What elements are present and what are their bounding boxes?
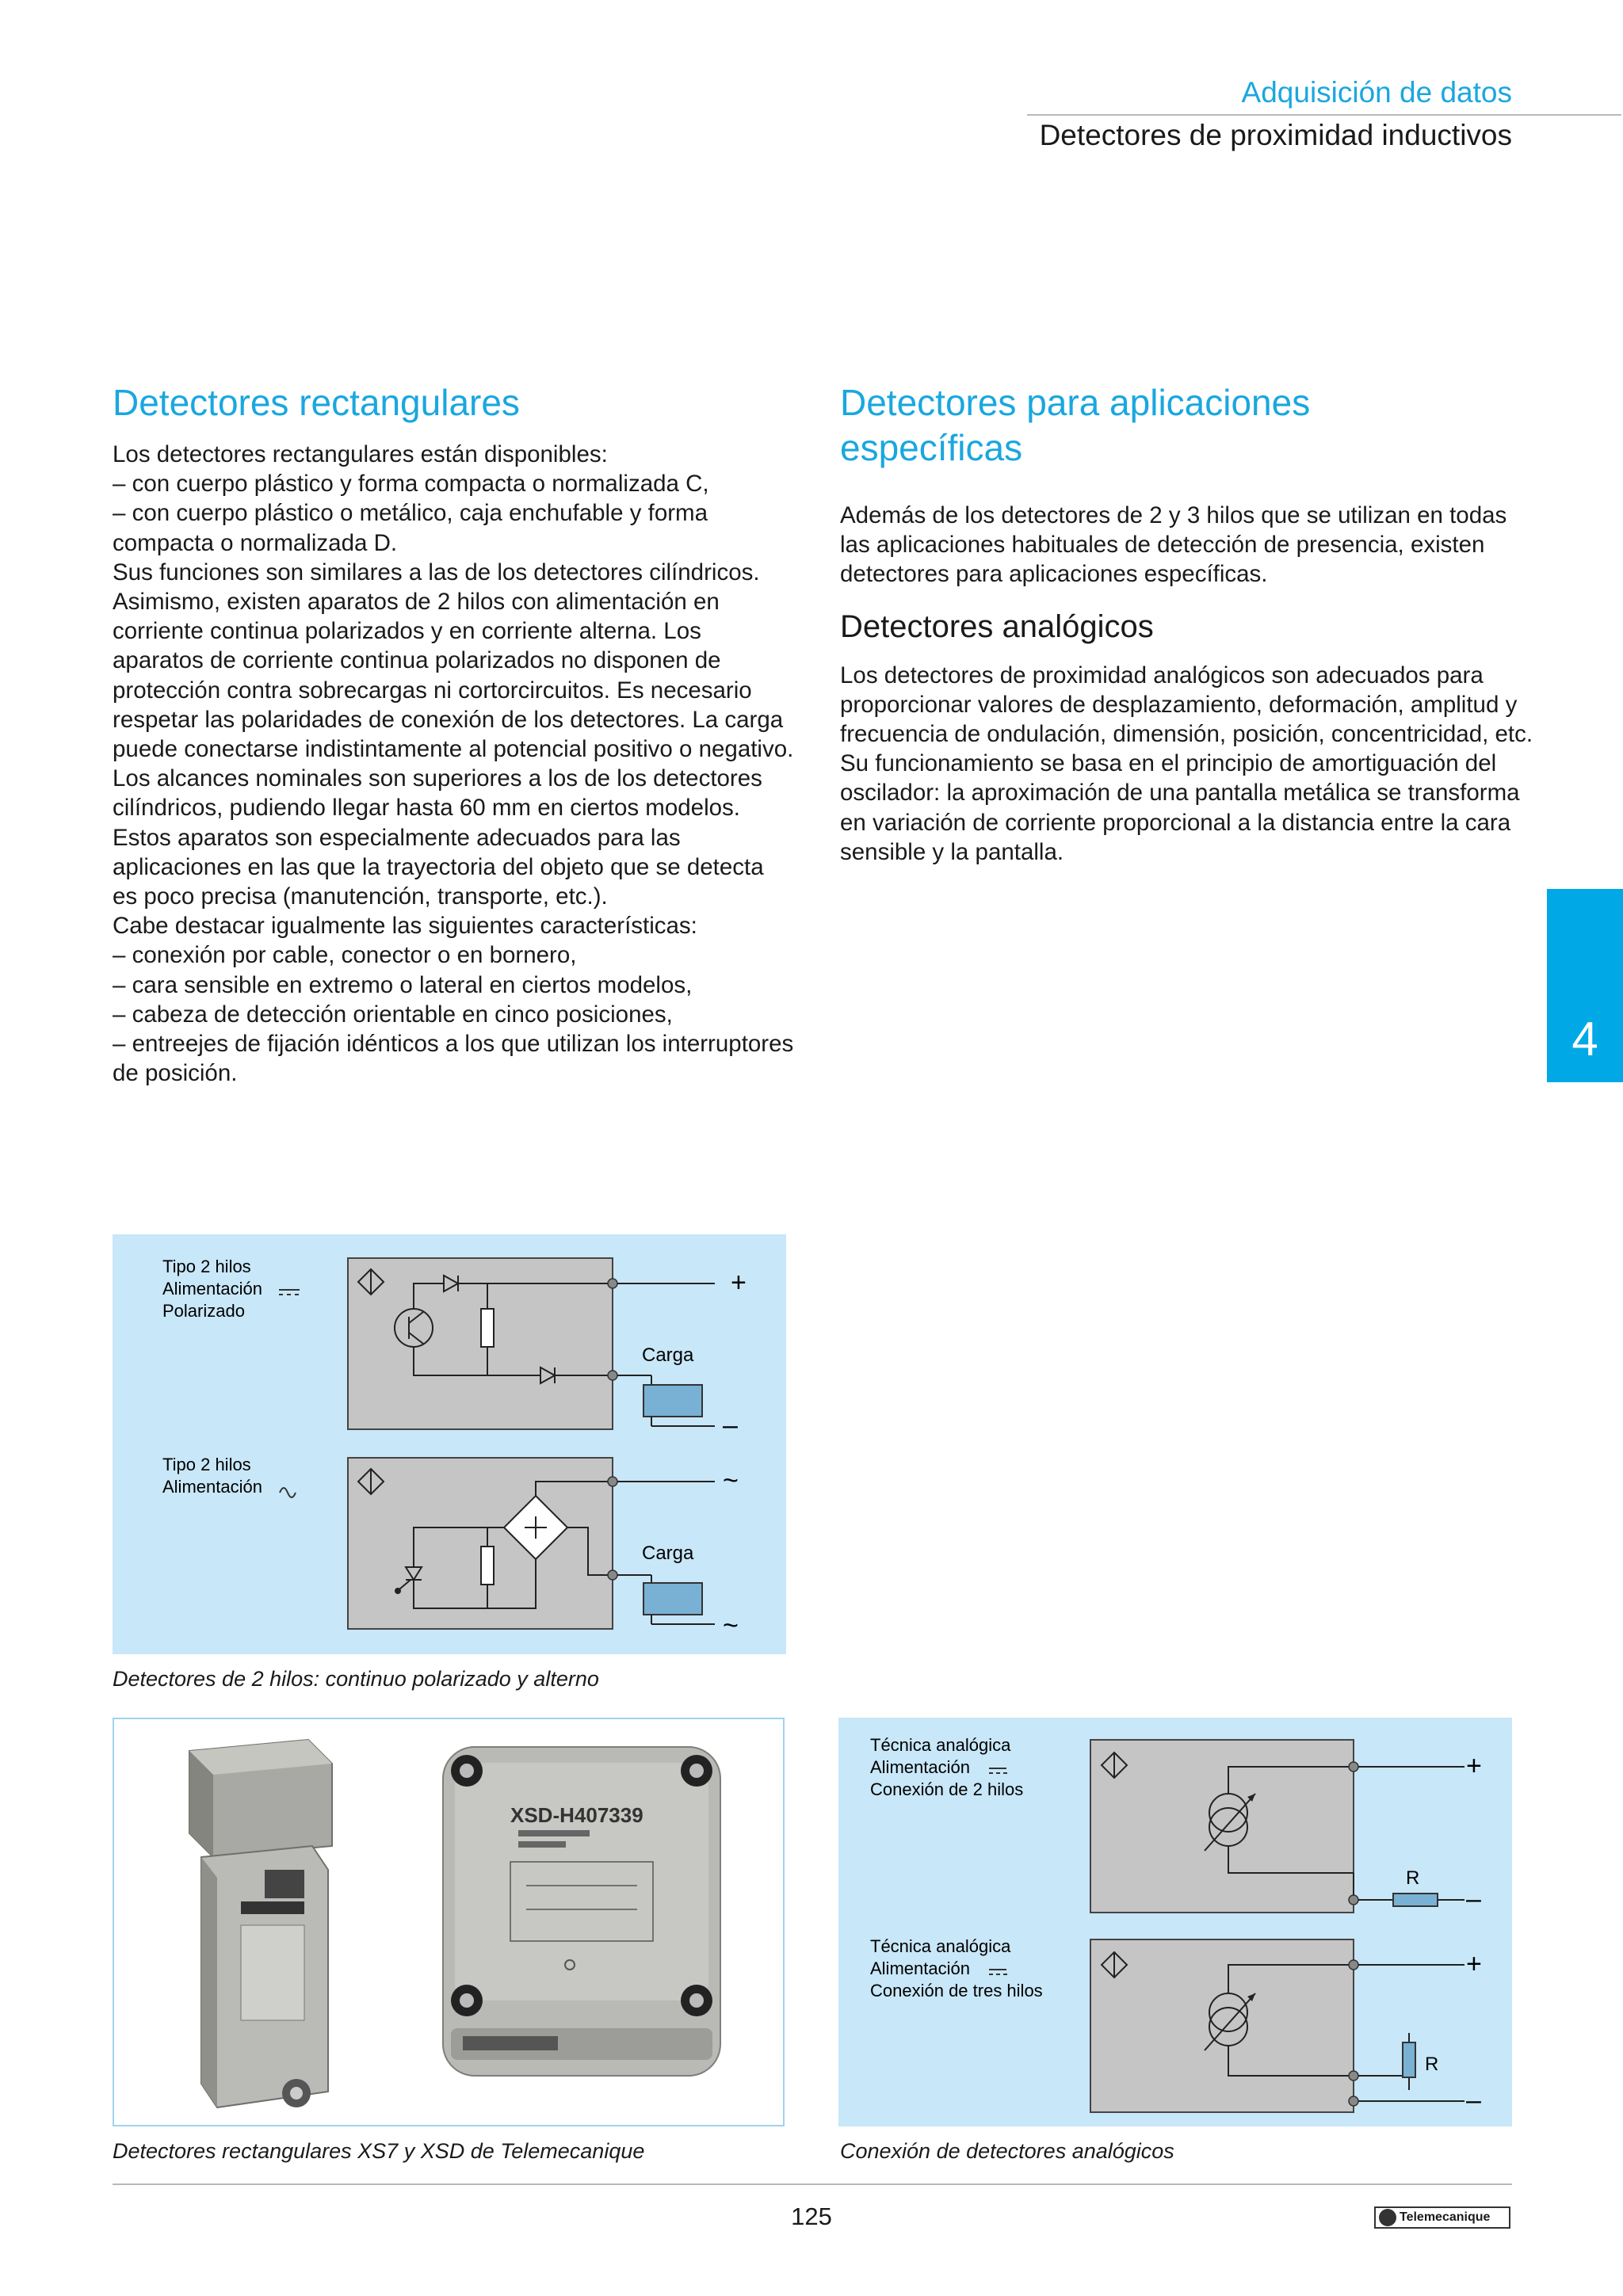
left-paragraph: – conexión por cable, conector o en bornero,: [113, 942, 577, 969]
photo-panel: [113, 1718, 785, 2126]
left-paragraph: – con cuerpo plástico o metálico, caja enchufable y forma compacta o normalizada D.: [113, 500, 708, 556]
fig1-block1-line: Polarizado: [162, 1301, 245, 1321]
page-number: 125: [791, 2203, 832, 2230]
dc-symbol-icon: [989, 1768, 1007, 1773]
resistor-icon: [1403, 2042, 1415, 2077]
left-column: [113, 380, 794, 1088]
plus-terminal: +: [1466, 1949, 1482, 1979]
chapter-tab: 4: [1547, 889, 1623, 1082]
left-body: [113, 440, 794, 1088]
resistor-label: R: [1425, 2054, 1439, 2075]
detector-body-ac: [348, 1458, 613, 1629]
left-paragraph: Los alcances nominales son superiores a los de los detectores cilíndricos, pudiendo llegar hasta 60 mm en ciertos modelos. Estos aparatos son especialmente adecuados para las aplicaciones en las que la trayectoria del objeto que se detecta es poco precisa (manutención, transporte, etc.).: [113, 765, 764, 910]
load-label: Carga: [642, 1344, 694, 1366]
right-body: Los detectores de proximidad analógicos son adecuados para proporcionar valores de desplazamiento, deformación, amplitud y frecuencia de ondulación, dimensión, posición, concentricidad, etc. Su funcionamiento se basa en el principio de amortiguación del oscilador: la aproximación de una pantalla metálica se transforma en variación de corriente proporcional a la distancia entre la cara sensible y la pantalla.: [840, 662, 1533, 865]
load-label: Carga: [642, 1543, 694, 1564]
left-paragraph: Sus funciones son similares a las de los detectores cilíndricos. Asimismo, existen aparatos de 2 hilos con alimentación en corriente continua polarizados y en corriente alterna. Los aparatos de corriente continua polarizados no disponen de protección contra sobrecargas ni cortorcircuitos. Es necesario respetar las polaridades de conexión de los detectores. La carga puede conectarse indistintamente al potencial positivo o negativo.: [113, 559, 794, 763]
ac-symbol-icon: [280, 1488, 296, 1497]
fig1-block2-line: Alimentación: [162, 1477, 262, 1497]
resistor-icon: [1393, 1894, 1438, 1906]
plus-terminal: +: [1466, 1751, 1482, 1781]
right-intro: Además de los detectores de 2 y 3 hilos que se utilizan en todas las aplicaciones habituales de detección de presencia, existen detectores para aplicaciones específicas.: [840, 502, 1507, 588]
left-paragraph: Cabe destacar igualmente las siguientes características:: [113, 913, 697, 940]
xsd-detector-image: [443, 1747, 720, 2076]
detector-photo: [114, 1719, 786, 2128]
ac-terminal: ~: [723, 1466, 739, 1496]
fig2-block1-line: Alimentación: [870, 1757, 970, 1777]
device-label: XSD-H407339: [510, 1803, 643, 1827]
subsection-title: Detectores de proximidad inductivos: [1039, 119, 1512, 151]
fig1-block2-line: Tipo 2 hilos: [162, 1455, 251, 1474]
load-icon: [643, 1385, 702, 1417]
figure2-caption: Conexión de detectores analógicos: [840, 2139, 1174, 2163]
figure1-caption: Detectores de 2 hilos: continuo polarizado y alterno: [113, 1667, 599, 1691]
right-column: [840, 380, 1537, 867]
left-paragraph: – cabeza de detección orientable en cinco posiciones,: [113, 1001, 673, 1028]
figure-analog-connections: [838, 1718, 1512, 2126]
plus-terminal: +: [731, 1268, 747, 1298]
header-divider: [1027, 114, 1621, 116]
ac-terminal: ~: [723, 1611, 739, 1641]
xs7-detector-image: [189, 1740, 332, 2107]
left-paragraph: – entreejes de fijación idénticos a los que utilizan los interruptores de posición.: [113, 1031, 794, 1087]
fig2-block1-line: Técnica analógica: [870, 1735, 1011, 1755]
fig2-block1-line: Conexión de 2 hilos: [870, 1779, 1024, 1799]
minus-terminal: –: [723, 1410, 738, 1440]
left-paragraph: – con cuerpo plástico y forma compacta o normalizada C,: [113, 471, 709, 498]
dc-symbol-icon: [279, 1290, 300, 1295]
brand-logo-icon: [1379, 2209, 1396, 2226]
load-icon: [643, 1583, 702, 1615]
fig2-block2-line: Conexión de tres hilos: [870, 1981, 1043, 2000]
fig2-block2-line: Técnica analógica: [870, 1936, 1011, 1956]
right-subheading: Detectores analógicos: [840, 608, 1154, 644]
section-title: Adquisición de datos: [1241, 76, 1512, 109]
photo-caption: Detectores rectangulares XS7 y XSD de Telemecanique: [113, 2139, 645, 2163]
two-wire-diagram: [113, 1234, 786, 1654]
analog-detector-body: [1090, 1740, 1354, 1913]
left-paragraph: – cara sensible en extremo o lateral en ciertos modelos,: [113, 971, 693, 998]
right-heading: Detectores para aplicaciones específicas: [840, 382, 1311, 468]
fig2-block2-line: Alimentación: [870, 1958, 970, 1978]
resistor-icon: [481, 1547, 494, 1585]
resistor-icon: [481, 1309, 494, 1347]
left-paragraph: Los detectores rectangulares están disponibles:: [113, 441, 608, 467]
minus-terminal: –: [1466, 1884, 1481, 1914]
dc-symbol-icon: [989, 1970, 1007, 1974]
resistor-label: R: [1406, 1867, 1420, 1889]
fig1-block1-line: Alimentación: [162, 1279, 262, 1299]
left-heading: Detectores rectangulares: [113, 382, 520, 423]
footer-divider: [113, 2183, 1512, 2185]
figure-two-wire-circuits: [113, 1234, 786, 1654]
brand-name: Telemecanique: [1400, 2210, 1491, 2224]
minus-terminal: –: [1466, 2085, 1481, 2115]
brand-logo: [1374, 2206, 1510, 2229]
analog-diagram: [838, 1718, 1512, 2126]
fig1-block1-line: Tipo 2 hilos: [162, 1257, 251, 1276]
